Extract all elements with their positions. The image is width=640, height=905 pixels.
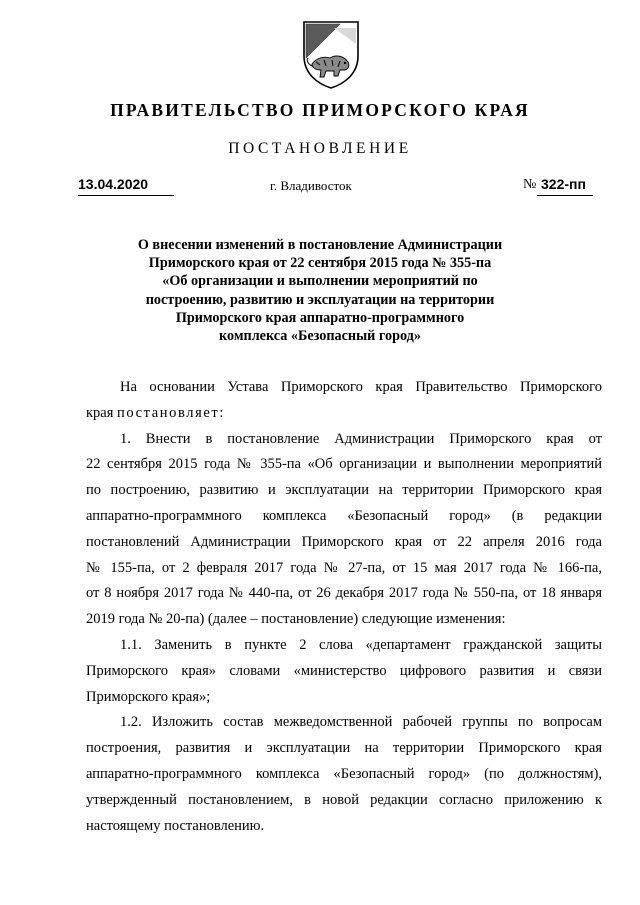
body-line: постановлений Администрации Приморского края от 22 апреля 2016 года (86, 533, 602, 550)
heading-line: «Об организации и выполнении мероприятий по (162, 273, 478, 290)
number-sign: № (523, 177, 537, 192)
body-line (86, 401, 602, 427)
heading-line: Приморского края от 22 сентября 2015 года № 355-па (148, 255, 492, 272)
body-line: Приморского края»; (86, 688, 211, 705)
body-line: 22 сентября 2015 года № 355-па «Об организации и выполнении мероприятий (86, 456, 602, 473)
body-line: 1. Внести в постановление Администрации Приморского края от (120, 430, 602, 447)
body-line: 1.1. Заменить в пункте 2 слова «департамент гражданской защиты (120, 636, 602, 653)
body-line: настоящему постановлению. (86, 817, 265, 834)
body-line: от 8 ноября 2017 года № 440-па, от 26 декабря 2017 года № 550-па, от 18 января (86, 585, 602, 602)
body-line: На основании Устава Приморского края Правительство Приморского (120, 379, 602, 395)
government-title: ПРАВИТЕЛЬСТВО ПРИМОРСКОГО КРАЯ (110, 100, 530, 120)
body-line: аппаратно-программного комплекса «Безопасный город» (в редакции (86, 507, 602, 524)
body-line: Приморского края» словами «министерство цифрового развития и связи (86, 662, 602, 679)
document-heading (120, 236, 520, 345)
document-body (86, 375, 602, 839)
heading-line: О внесении изменений в постановление Администрации (137, 237, 503, 253)
heading-line: построению, развитию и эксплуатации на территории (145, 291, 495, 308)
body-line: по построению, развитию и эксплуатации на территории Приморского края (86, 482, 602, 499)
document-type: ПОСТАНОВЛЕНИЕ (228, 140, 412, 157)
heading-line: комплекса «Безопасный город» (219, 328, 421, 345)
body-line: построения, развития и эксплуатации на территории Приморского края (86, 740, 602, 757)
resolve-word: постановляет: (117, 404, 225, 421)
body-line: 2019 года № 20-па) (далее – постановление) следующие изменения: (86, 611, 506, 628)
document-meta (0, 176, 640, 198)
date-underline (78, 195, 174, 196)
document-date: 13.04.2020 (78, 176, 149, 192)
body-line: утвержденный постановлением, в новой редакции согласно приложению к (86, 791, 602, 808)
number-underline (537, 195, 593, 196)
document-city: г. Владивосток (270, 178, 352, 193)
body-line: аппаратно-программного комплекса «Безопасный город» (по должностям), (86, 765, 602, 782)
heading-line: Приморского края аппаратно-программного (175, 309, 465, 326)
body-line: № 155-па, от 2 февраля 2017 года № 27-па, от 15 мая 2017 года № 166-па, (86, 559, 602, 576)
document-number: 322-пп (541, 176, 586, 192)
body-line: 1.2. Изложить состав межведомственной рабочей группы по вопросам (120, 714, 602, 731)
body-word: края (86, 404, 114, 421)
coat-of-arms-emblem (300, 18, 362, 90)
